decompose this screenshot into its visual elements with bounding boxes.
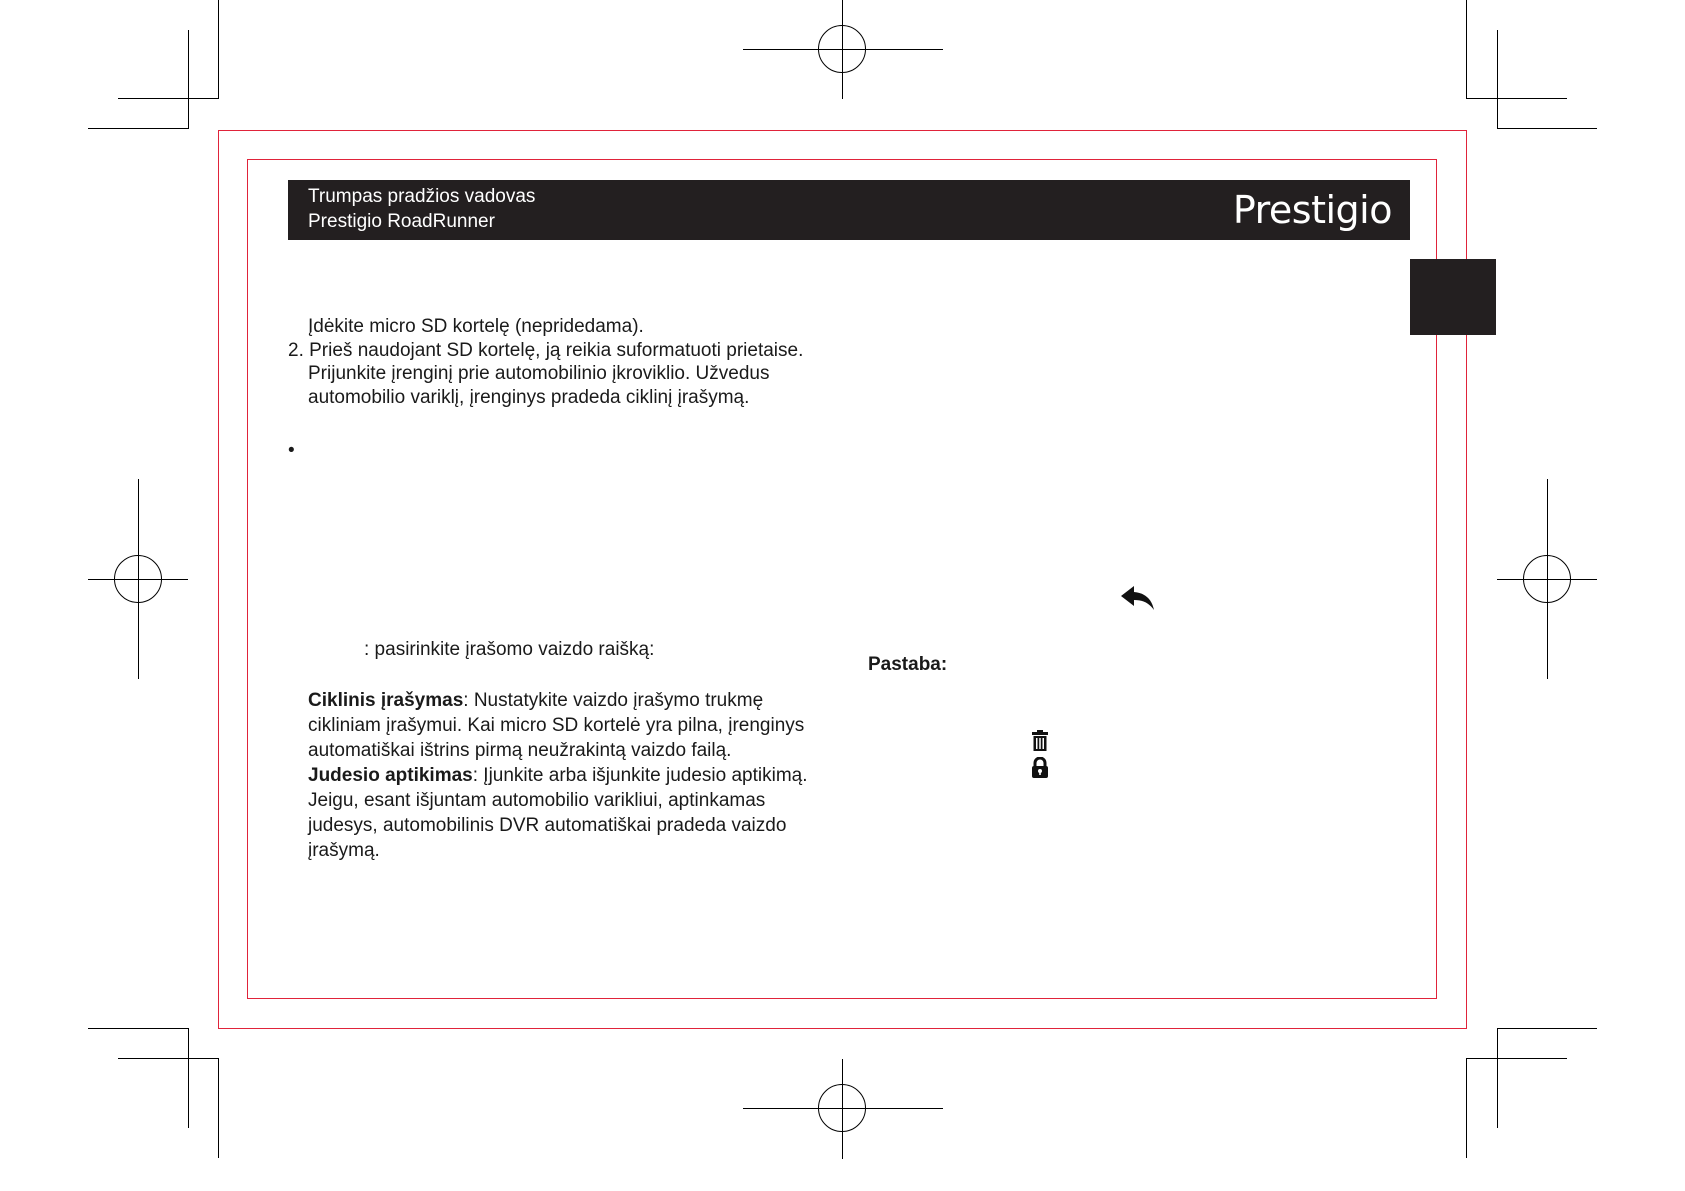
crop-mark — [1497, 128, 1597, 129]
lock-icon — [1031, 757, 1049, 778]
header-bar — [288, 180, 1410, 240]
motion-detection-text: : Įjunkite arba išjunkite judesio aptikimą. — [472, 765, 808, 786]
loop-recording-text: : Nustatykite vaizdo įrašymo trukmę — [463, 690, 764, 711]
crop-mark — [218, 0, 219, 99]
resolution-text: : pasirinkite įrašomo vaizdo raišką: — [364, 639, 655, 660]
crop-mark — [1497, 1028, 1498, 1128]
crop-mark — [1467, 98, 1567, 99]
loop-recording-label: Ciklinis įrašymas — [308, 690, 464, 711]
crop-mark — [1497, 1028, 1597, 1029]
trash-icon — [1031, 730, 1049, 751]
loop-recording-line: automatiškai ištrins pirmą neužrakintą vaizdo failą. — [308, 740, 732, 761]
step-line: automobilio variklį, įrenginys pradeda ciklinį įrašymą. — [308, 387, 750, 408]
crop-mark — [1467, 1058, 1567, 1059]
header-title: Trumpas pradžios vadovas — [308, 186, 536, 207]
crop-mark — [188, 30, 189, 129]
step-line: Įdėkite micro SD kortelę (nepridedama). — [308, 316, 644, 337]
crop-mark — [88, 1028, 188, 1029]
registration-circle — [818, 1084, 866, 1132]
motion-detection-line: judesys, automobilinis DVR automatiškai pradeda vaizdo — [308, 815, 787, 836]
step-line: 2. Prieš naudojant SD kortelę, ją reikia suformatuoti prietaise. — [288, 340, 804, 361]
motion-detection-line: įrašymą. — [308, 840, 380, 861]
motion-detection-line: Jeigu, esant išjuntam automobilio varikliui, aptinkamas — [308, 790, 766, 811]
note-label: Pastaba: — [868, 654, 948, 675]
step-line: Prijunkite įrenginį prie automobilinio įkroviklio. Užvedus — [308, 363, 770, 384]
header-subtitle: Prestigio RoadRunner — [308, 211, 495, 232]
crop-mark — [88, 128, 188, 129]
brand-logo: Prestigio — [1232, 188, 1392, 232]
motion-detection-line — [308, 764, 808, 788]
back-arrow-icon — [1120, 585, 1156, 611]
motion-detection-label: Judesio aptikimas — [308, 765, 473, 786]
crop-mark — [118, 98, 218, 99]
registration-circle — [1523, 555, 1571, 603]
crop-mark — [1466, 1058, 1467, 1158]
crop-mark — [188, 1028, 189, 1128]
crop-mark — [1466, 0, 1467, 99]
bullet: • — [288, 440, 295, 461]
crop-mark — [218, 1058, 219, 1158]
crop-mark — [1497, 30, 1498, 129]
registration-circle — [818, 25, 866, 73]
loop-recording-line — [308, 689, 763, 713]
section-tab — [1410, 259, 1496, 335]
loop-recording-line: cikliniam įrašymui. Kai micro SD kortelė yra pilna, įrenginys — [308, 715, 805, 736]
trim-line-inner — [247, 159, 1437, 999]
crop-mark — [118, 1058, 218, 1059]
registration-circle — [114, 555, 162, 603]
